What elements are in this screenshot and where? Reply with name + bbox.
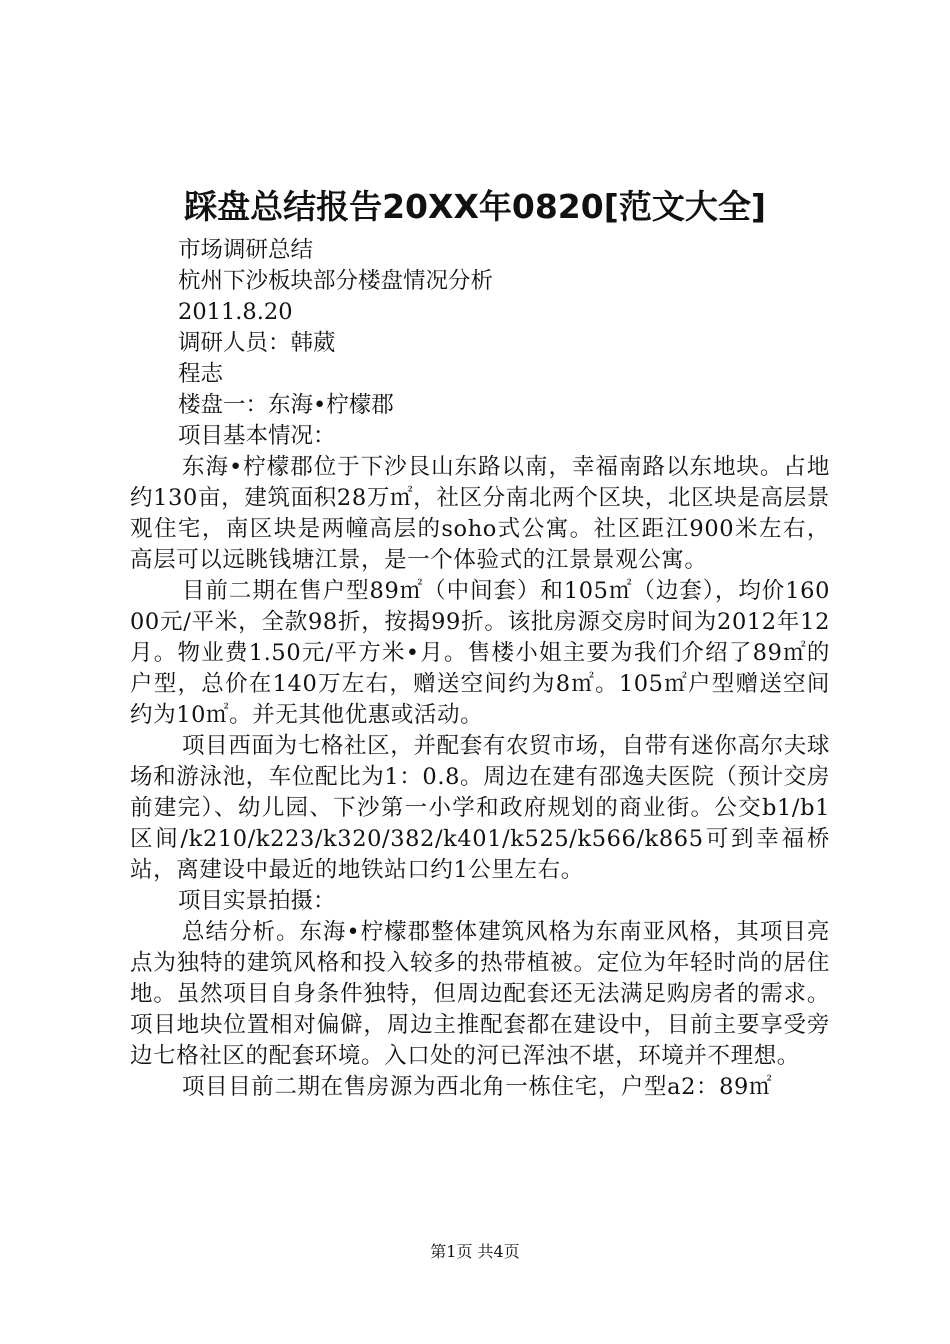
header-line-analysis: 杭州下沙板块部分楼盘情况分析	[178, 268, 494, 294]
header-line-property-one: 楼盘一：东海•柠檬郡	[178, 392, 394, 418]
paragraph-surroundings: 项目西面为七格社区，并配套有农贸市场，自带有迷你高尔夫球场和游泳池，车位配比为1：0.8。周边在建有邵逸夫医院（预计交房前建完）、幼儿园、下沙第一小学和政府规划的商业街。公交b1/b1区间/k210/k223/k320/382/k401/k525/k566/k865可到幸福桥站，离建设中最近的地铁站口约1公里左右。	[130, 733, 830, 883]
paragraph-summary: 总结分析。东海•柠檬郡整体建筑风格为东南亚风格，其项目亮点为独特的建筑风格和投入较多的热带植被。定位为年轻时尚的居住地。虽然项目自身条件独特，但周边配套还无法满足购房者的需求。项目地块位置相对偏僻，周边主推配套都在建设中，目前主要享受旁边七格社区的配套环境。入口处的河已浑浊不堪，环境并不理想。	[130, 919, 830, 1069]
document-body	[130, 235, 830, 1103]
subheading-photos: 项目实景拍摄：	[178, 888, 336, 914]
paragraph-current-units: 项目目前二期在售房源为西北角一栋住宅，户型a2：89㎡	[182, 1074, 773, 1100]
document-title: 踩盘总结报告20XX年0820[范文大全]	[184, 187, 766, 226]
header-line-date: 2011.8.20	[178, 299, 293, 325]
page-footer: 第1页 共4页	[430, 1242, 520, 1261]
header-line-survey: 市场调研总结	[178, 237, 314, 263]
paragraph-pricing: 目前二期在售户型89㎡（中间套）和105㎡（边套），均价16000元/平米，全款98折，按揭99折。该批房源交房时间为2012年12月。物业费1.50元/平方米•月。售楼小姐主要为我们介绍了89㎡的户型，总价在140万左右，赠送空间约为8㎡。105㎡户型赠送空间约为10㎡。并无其他优惠或活动。	[130, 578, 830, 728]
header-line-researcher-2: 程志	[178, 361, 224, 387]
paragraph-location: 东海•柠檬郡位于下沙艮山东路以南，幸福南路以东地块。占地约130亩，建筑面积28万㎡，社区分南北两个区块，北区块是高层景观住宅，南区块是两幢高层的soho式公寓。社区距江900米左右，高层可以远眺钱塘江景，是一个体验式的江景景观公寓。	[130, 454, 830, 573]
header-line-researcher: 调研人员：韩葳	[178, 330, 336, 356]
header-line-basic-info: 项目基本情况：	[178, 423, 336, 449]
